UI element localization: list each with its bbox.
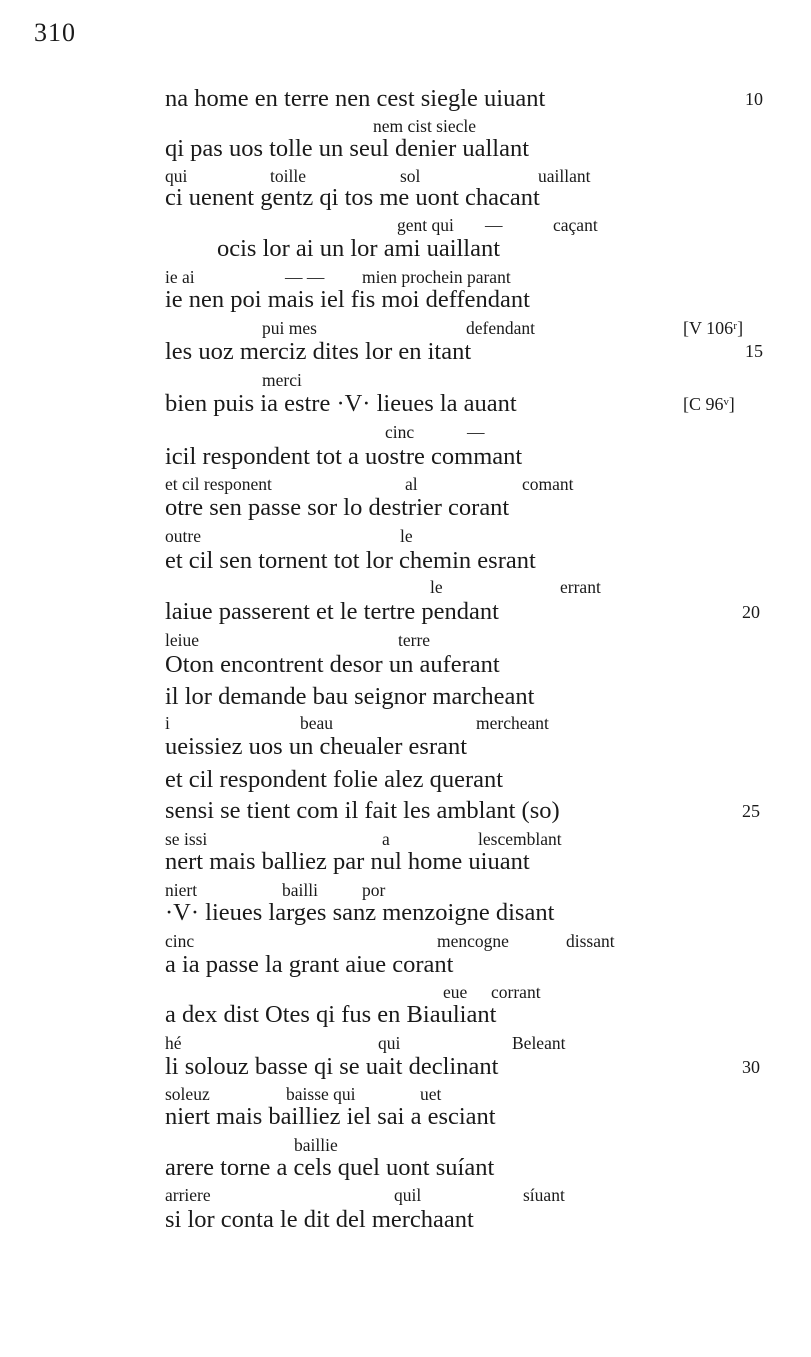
- variant-reading: —: [467, 422, 485, 442]
- variant-reading: qui: [378, 1033, 401, 1053]
- variant-reading: corrant: [491, 982, 541, 1002]
- variant-reading: —: [485, 215, 503, 235]
- variant-reading: terre: [398, 630, 431, 650]
- verse-line: ci uenent gentz qi tos me uont chacant: [165, 184, 540, 211]
- verse-line: ·V· lieues larges sanz menzoigne disant: [165, 899, 555, 926]
- verse-line: ocis lor ai un lor ami uaillant: [217, 235, 501, 262]
- variant-reading: Beleant: [512, 1033, 566, 1053]
- variant-reading: leiue: [165, 630, 200, 650]
- verse-line: arere torne a cels quel uont suíant: [165, 1154, 495, 1181]
- variant-reading: uaillant: [538, 166, 591, 186]
- variant-reading: niert: [165, 880, 198, 900]
- variant-reading: outre: [165, 526, 201, 546]
- variant-reading: arriere: [165, 1185, 211, 1205]
- verse-line: ueissiez uos un cheualer esrant: [165, 733, 468, 760]
- variant-reading: errant: [560, 577, 601, 597]
- page-number: 310: [34, 18, 76, 47]
- variant-reading: a: [382, 829, 390, 849]
- variant-reading: qui: [165, 166, 188, 186]
- variant-reading: baisse qui: [286, 1084, 356, 1104]
- verse-line: nert mais balliez par nul home uiuant: [165, 848, 530, 875]
- verse-line: otre sen passe sor lo destrier corant: [165, 494, 510, 521]
- verse-line: qi pas uos tolle un seul denier uallant: [165, 135, 530, 162]
- variant-reading: defendant: [466, 318, 535, 338]
- variant-reading: por: [362, 880, 386, 900]
- verse-line: a dex dist Otes qi fus en Biauliant: [165, 1001, 497, 1028]
- variant-reading: lescemblant: [478, 829, 562, 849]
- variant-reading: — —: [285, 267, 325, 287]
- variant-reading: síuant: [523, 1185, 565, 1205]
- variant-reading: se issi: [165, 829, 208, 849]
- variant-reading: pui mes: [262, 318, 317, 338]
- variant-reading: eue: [443, 982, 468, 1002]
- variant-reading: hé: [165, 1033, 182, 1053]
- variant-reading: le: [430, 577, 443, 597]
- verse-line: a ia passe la grant aiue corant: [165, 951, 454, 978]
- verse-line: ie nen poi mais iel fis moi deffendant: [165, 286, 530, 313]
- verse-line: na home en terre nen cest siegle uiuant: [165, 85, 546, 112]
- variant-reading: uet: [420, 1084, 442, 1104]
- verse-line: icil respondent tot a uostre commant: [165, 443, 523, 470]
- variant-reading: mercheant: [476, 713, 549, 733]
- variant-reading: soleuz: [165, 1084, 210, 1104]
- variant-reading: baillie: [294, 1135, 338, 1155]
- line-number: 20: [742, 602, 760, 622]
- variant-reading: le: [400, 526, 413, 546]
- variant-reading: beau: [300, 713, 334, 733]
- variant-reading: cinc: [165, 931, 195, 951]
- line-number: 15: [745, 341, 763, 361]
- variant-reading: sol: [400, 166, 421, 186]
- verse-line: li solouz basse qi se uait declinant: [165, 1053, 499, 1080]
- variant-reading: i: [165, 713, 170, 733]
- verse-line: Oton encontrent desor un auferant: [165, 651, 500, 678]
- variant-reading: cinc: [385, 422, 415, 442]
- manuscript-folio-ref: [V 106ʳ]: [683, 318, 744, 338]
- verse-line: si lor conta le dit del merchaant: [165, 1206, 474, 1233]
- manuscript-folio-ref: [C 96ᵛ]: [683, 394, 735, 414]
- variant-reading: caçant: [553, 215, 598, 235]
- line-number: 30: [742, 1057, 760, 1077]
- variant-reading: nem cist siecle: [373, 116, 477, 136]
- variant-reading: mien prochein parant: [362, 267, 511, 287]
- variant-reading: mencogne: [437, 931, 509, 951]
- line-number: 25: [742, 801, 760, 821]
- variant-reading: al: [405, 474, 418, 494]
- variant-reading: quil: [394, 1185, 422, 1205]
- verse-line: et cil sen tornent tot lor chemin esrant: [165, 547, 536, 574]
- verse-line: laiue passerent et le tertre pendant: [165, 598, 499, 625]
- variant-reading: dissant: [566, 931, 615, 951]
- variant-reading: gent qui: [397, 215, 454, 235]
- verse-line: bien puis ia estre ·V· lieues la auant: [165, 390, 517, 417]
- line-number: 10: [745, 89, 763, 109]
- verse-line: sensi se tient com il fait les amblant (so): [165, 797, 560, 824]
- variant-reading: comant: [522, 474, 574, 494]
- verse-line: et cil respondent folie alez querant: [165, 766, 504, 793]
- verse-line: les uoz merciz dites lor en itant: [165, 338, 472, 365]
- variant-reading: merci: [262, 370, 302, 390]
- verse-line: il lor demande bau seignor marcheant: [165, 683, 535, 710]
- variant-reading: toille: [270, 166, 306, 186]
- variant-reading: et cil responent: [165, 474, 272, 494]
- variant-reading: ie ai: [165, 267, 195, 287]
- verse-line: niert mais bailliez iel sai a esciant: [165, 1103, 496, 1130]
- variant-reading: bailli: [282, 880, 318, 900]
